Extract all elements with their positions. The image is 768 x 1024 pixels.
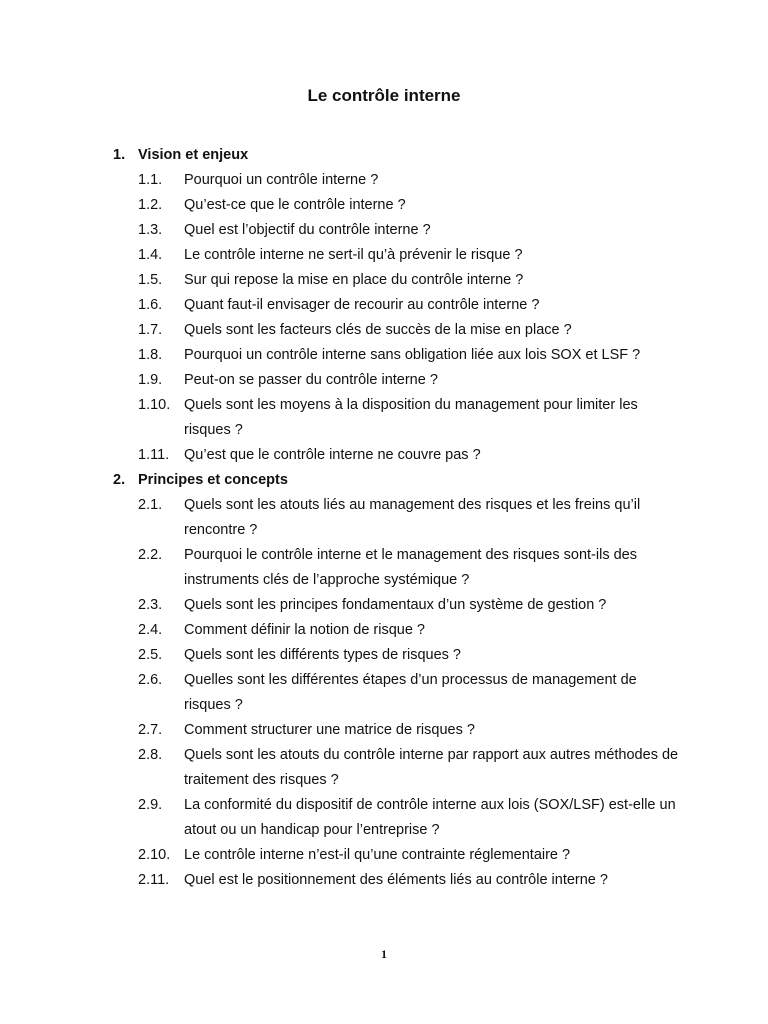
list-item xyxy=(0,868,768,893)
item-number: 2.2. xyxy=(138,547,163,563)
item-text: Pourquoi le contrôle interne et le management des risques sont-ils des instruments clés de l’approche systémique ? xyxy=(184,547,637,588)
list-item xyxy=(0,443,768,468)
list-item xyxy=(0,718,768,743)
item-text: Quelles sont les différentes étapes d’un processus de management de risques ? xyxy=(184,672,637,713)
item-number: 1.6. xyxy=(138,297,163,313)
list-item xyxy=(0,643,768,668)
section-title: Principes et concepts xyxy=(138,472,288,488)
item-number: 1.3. xyxy=(138,222,163,238)
item-text: Quels sont les atouts du contrôle interne par rapport aux autres méthodes de traitement des risques ? xyxy=(184,747,679,788)
item-number: 2.5. xyxy=(138,647,163,663)
page-title: Le contrôle interne xyxy=(307,86,461,105)
item-text: Peut-on se passer du contrôle interne ? xyxy=(184,372,438,388)
item-text: Quant faut-il envisager de recourir au contrôle interne ? xyxy=(184,297,540,313)
item-text: Sur qui repose la mise en place du contrôle interne ? xyxy=(184,272,524,288)
item-text: Le contrôle interne ne sert-il qu’à prévenir le risque ? xyxy=(184,247,523,263)
item-text: Qu’est-ce que le contrôle interne ? xyxy=(184,197,406,213)
list-item xyxy=(0,368,768,393)
item-number: 1.8. xyxy=(138,347,163,363)
item-text: Quels sont les différents types de risques ? xyxy=(184,647,461,663)
item-text: Qu’est que le contrôle interne ne couvre pas ? xyxy=(184,447,481,463)
item-number: 1.10. xyxy=(138,397,171,413)
list-item xyxy=(0,793,768,843)
list-item xyxy=(0,218,768,243)
section-principes-et-concepts xyxy=(0,468,768,893)
item-text: Quel est l’objectif du contrôle interne ? xyxy=(184,222,431,238)
page-number: 1 xyxy=(381,947,387,961)
item-text: Comment structurer une matrice de risques ? xyxy=(184,722,475,738)
item-number: 1.11. xyxy=(138,447,170,463)
section-heading xyxy=(0,143,768,168)
item-number: 1.9. xyxy=(138,372,163,388)
item-number: 1.7. xyxy=(138,322,163,338)
list-item xyxy=(0,593,768,618)
section-number: 1. xyxy=(113,147,126,163)
item-text: Le contrôle interne n’est-il qu’une contrainte réglementaire ? xyxy=(184,847,571,863)
list-item xyxy=(0,493,768,543)
item-text: Pourquoi un contrôle interne sans obligation liée aux lois SOX et LSF ? xyxy=(184,347,641,363)
item-number: 2.8. xyxy=(138,747,163,763)
item-number: 2.1. xyxy=(138,497,163,513)
list-item xyxy=(0,243,768,268)
list-item xyxy=(0,393,768,443)
section-title: Vision et enjeux xyxy=(138,147,249,163)
list-item xyxy=(0,318,768,343)
list-item xyxy=(0,843,768,868)
list-item xyxy=(0,268,768,293)
item-number: 1.2. xyxy=(138,197,163,213)
item-text: Quels sont les atouts liés au management des risques et les freins qu’il rencontre ? xyxy=(184,497,641,538)
list-item xyxy=(0,543,768,593)
list-item xyxy=(0,743,768,793)
list-item xyxy=(0,668,768,718)
list-item xyxy=(0,343,768,368)
item-text: Quels sont les moyens à la disposition du management pour limiter les risques ? xyxy=(184,397,638,438)
table-of-contents xyxy=(0,143,768,893)
item-number: 2.9. xyxy=(138,797,163,813)
item-number: 2.6. xyxy=(138,672,163,688)
item-number: 2.11. xyxy=(138,872,170,888)
item-text: La conformité du dispositif de contrôle interne aux lois (SOX/LSF) est-elle un atout ou un handicap pour l’entreprise ? xyxy=(184,797,676,838)
list-item xyxy=(0,193,768,218)
section-heading xyxy=(0,468,768,493)
list-item xyxy=(0,293,768,318)
item-text: Pourquoi un contrôle interne ? xyxy=(184,172,379,188)
item-number: 2.3. xyxy=(138,597,163,613)
section-number: 2. xyxy=(113,472,126,488)
item-text: Quels sont les facteurs clés de succès de la mise en place ? xyxy=(184,322,572,338)
list-item xyxy=(0,618,768,643)
item-text: Quel est le positionnement des éléments liés au contrôle interne ? xyxy=(184,872,608,888)
item-number: 1.1. xyxy=(138,172,163,188)
item-number: 2.10. xyxy=(138,847,171,863)
item-number: 1.4. xyxy=(138,247,163,263)
item-number: 1.5. xyxy=(138,272,163,288)
list-item xyxy=(0,168,768,193)
item-number: 2.7. xyxy=(138,722,163,738)
item-text: Comment définir la notion de risque ? xyxy=(184,622,425,638)
section-vision-et-enjeux xyxy=(0,143,768,468)
item-text: Quels sont les principes fondamentaux d’un système de gestion ? xyxy=(184,597,607,613)
item-number: 2.4. xyxy=(138,622,163,638)
